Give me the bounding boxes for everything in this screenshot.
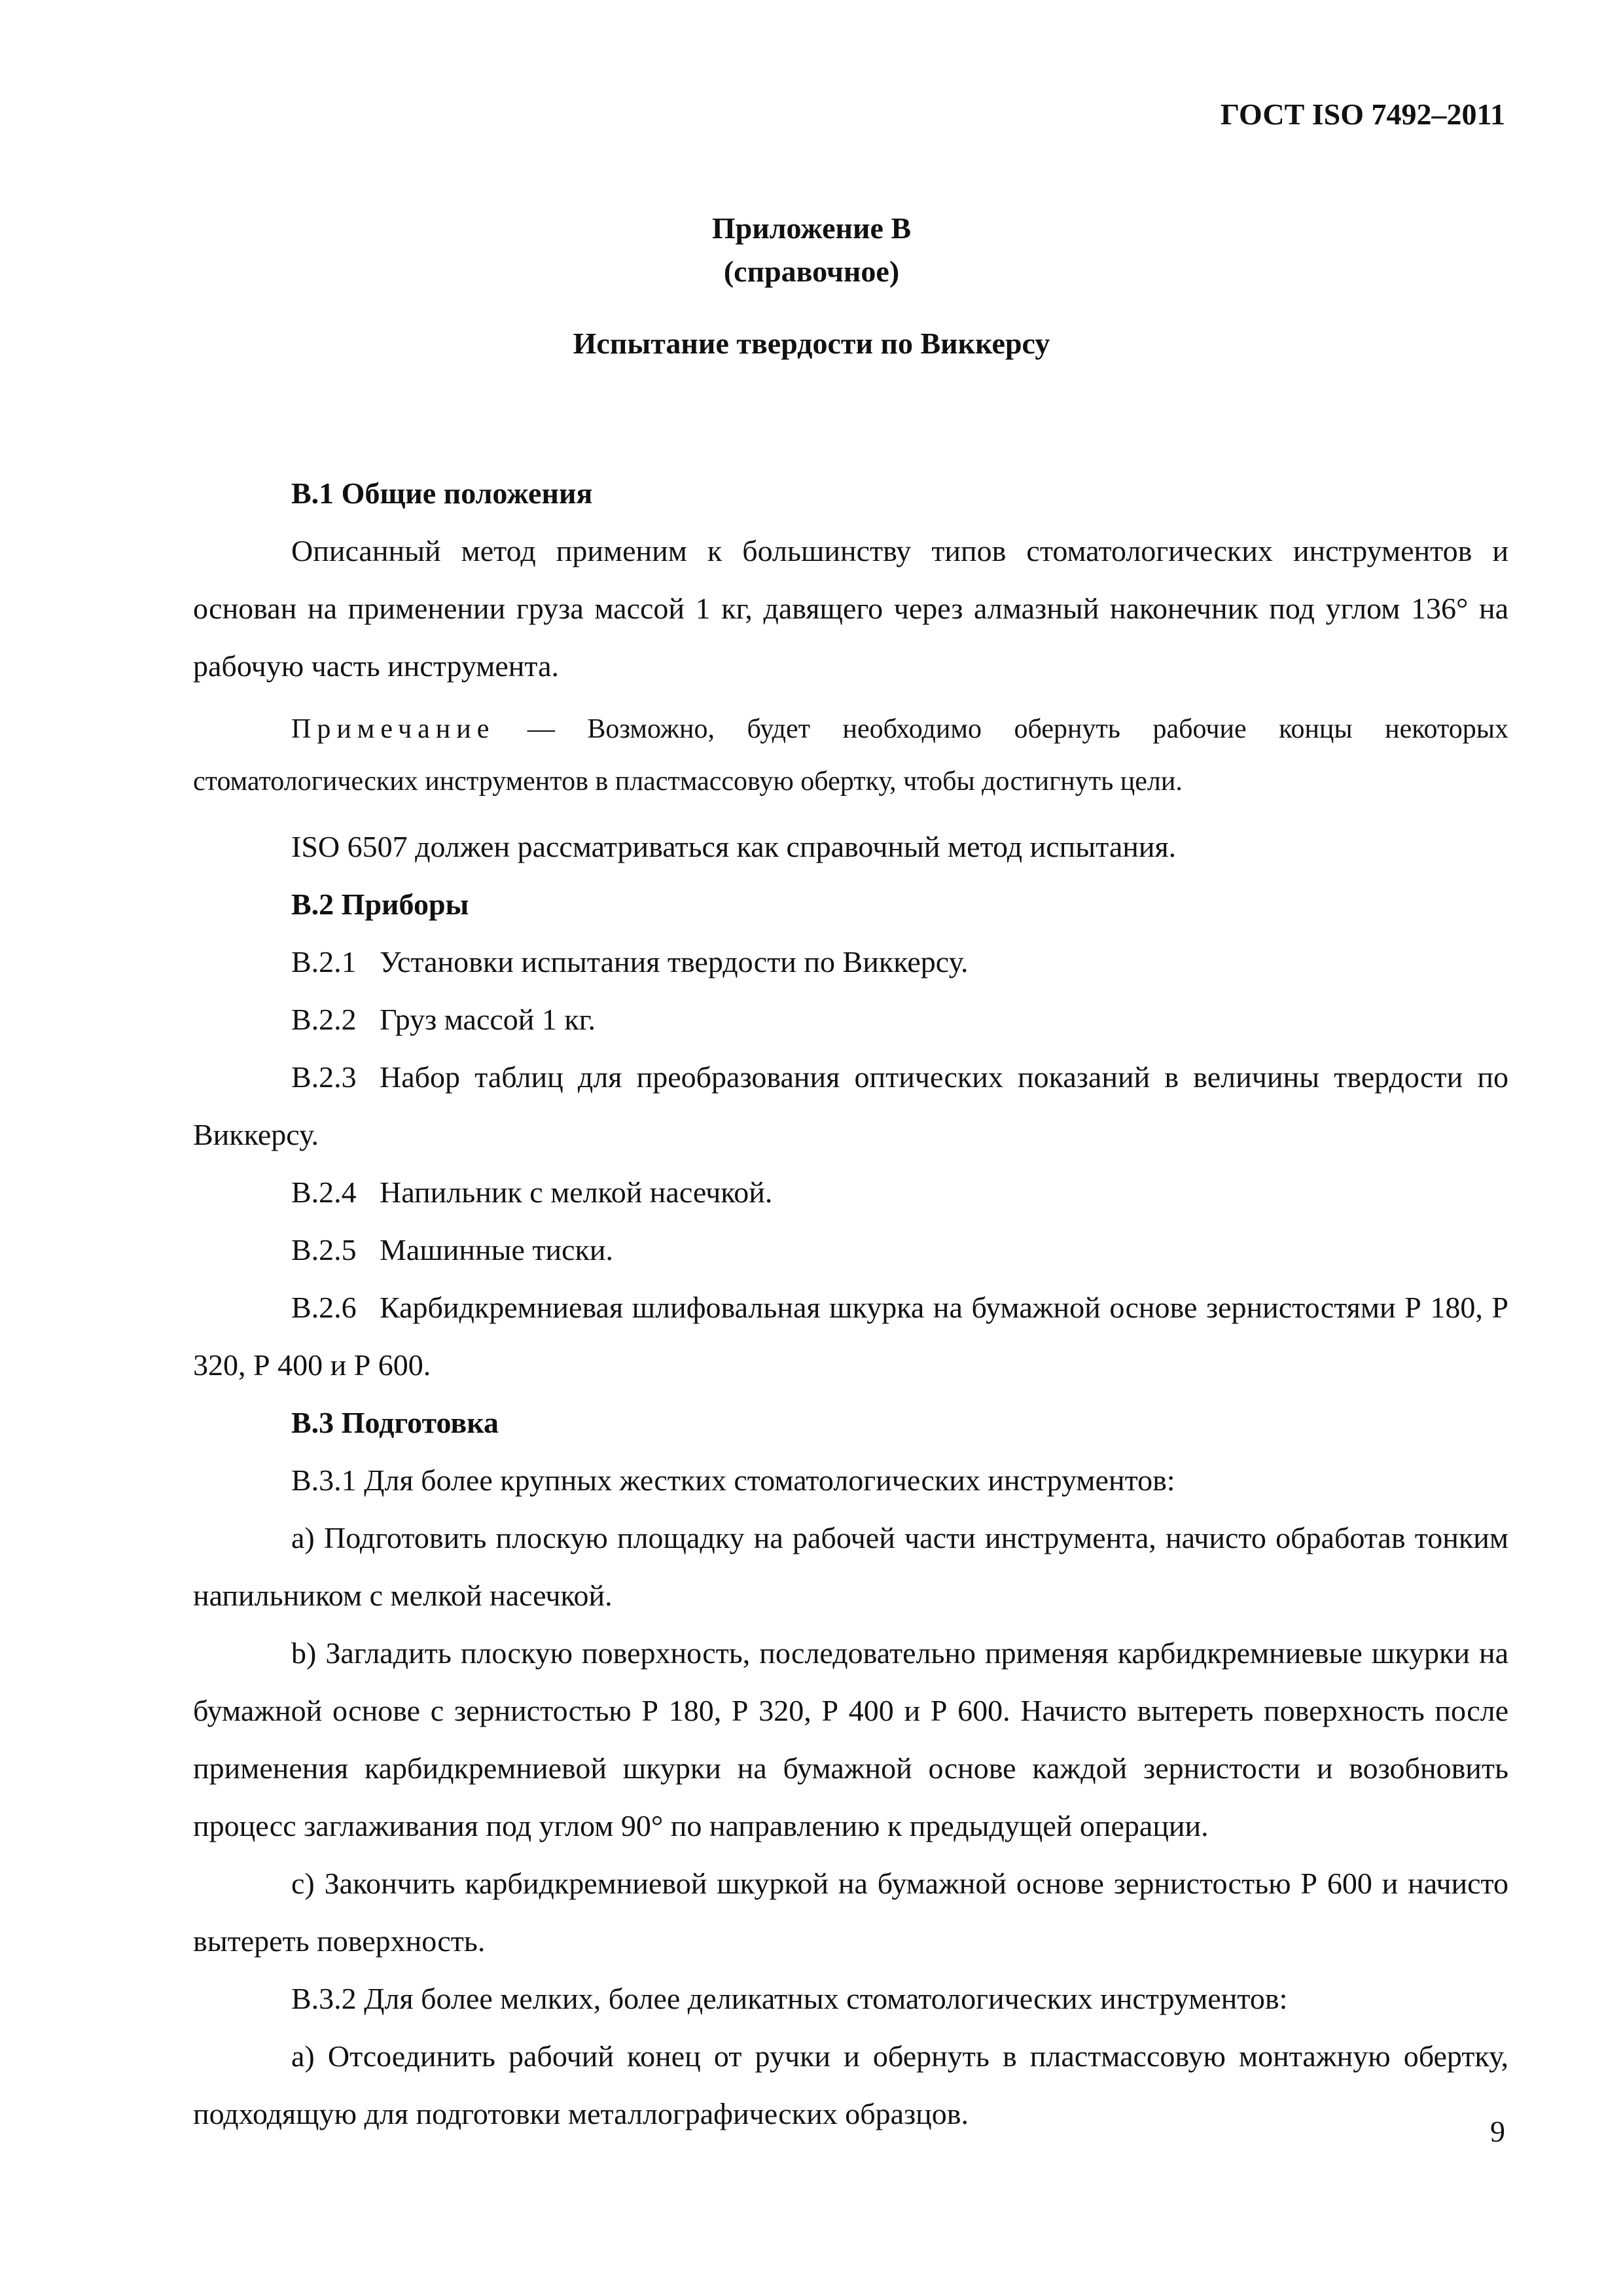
item-text: Установки испытания твердости по Виккерсу. [380,945,969,978]
list-item [193,1221,1508,1279]
list-item [193,933,1508,991]
note-label: Примечание [291,714,495,744]
list-item [193,1049,1508,1164]
appendix-subject: Испытание твердости по Виккерсу [573,327,1050,360]
paragraph-b32-a: а) Отсоединить рабочий конец от ручки и обернуть в пластмассовую монтажную обертку, подходящую для подготовки металлографических образцов. [193,2039,1508,2130]
section-heading-b2: В.2 Приборы [291,888,469,921]
paragraph-b31-b: b) Загладить плоскую поверхность, последовательно применяя карбидкремниевые шкурки на бумажной основе с зернистостью Р 180, Р 320, Р 400 и Р 600. Начисто вытереть поверхность после применения карбидкремниевой шкурки на бумажной основе каждой зернистости и возобновить процесс заглаживания под углом 90° по направлению к предыдущей операции. [193,1636,1508,1842]
paragraph-b31-a: а) Подготовить плоскую площадку на рабочей части инструмента, начисто обработав тонким напильником с мелкой насечкой. [193,1521,1508,1612]
item-number: В.2.4 [291,1175,357,1209]
item-text: Напильник с мелкой насечкой. [380,1175,773,1209]
standard-code: ГОСТ ISO 7492–2011 [1220,98,1505,131]
item-text: Набор таблиц для преобразования оптических показаний в величины твердости по Виккерсу. [193,1060,1508,1151]
item-text: Машинные тиски. [380,1233,614,1266]
paragraph-b31: В.3.1 Для более крупных жестких стоматологических инструментов: [291,1463,1175,1497]
list-item [193,1279,1508,1394]
list-item [193,1164,1508,1221]
paragraph-b32: В.3.2 Для более мелких, более деликатных стоматологических инструментов: [291,1982,1288,2015]
paragraph-b31-c: c) Закончить карбидкремниевой шкуркой на бумажной основе зернистостью Р 600 и начисто вытереть поверхность. [193,1867,1508,1958]
section-heading-b1: В.1 Общие положения [291,476,593,510]
item-number: В.2.2 [291,1003,357,1036]
paragraph-b1: Описанный метод применим к большинству типов стоматологических инструментов и основан на применении груза массой 1 кг, давящего через алмазный наконечник под углом 136° на рабочую часть инструмента. [193,534,1508,683]
item-text: Карбидкремниевая шлифовальная шкурка на бумажной основе зернистостями Р 180, Р 320, Р 400 и Р 600. [193,1291,1508,1382]
note [193,703,1508,808]
appendix-status: (справочное) [723,255,900,288]
item-text: Груз массой 1 кг. [380,1003,596,1036]
document-body [193,465,1508,2143]
paragraph-reference: ISO 6507 должен рассматриваться как справочный метод испытания. [291,830,1177,863]
item-number: В.2.3 [291,1060,357,1094]
item-number: В.2.1 [291,945,357,978]
item-number: В.2.6 [291,1291,357,1324]
item-number: В.2.5 [291,1233,357,1266]
page-number: 9 [1490,2115,1505,2148]
section-heading-b3: В.3 Подготовка [291,1406,499,1439]
list-item [193,991,1508,1049]
note-text: — Возможно, будет необходимо обернуть рабочие концы некоторых стоматологических инструментов в пластмассовую обертку, чтобы достигнуть цели. [193,714,1509,797]
appendix-title: Приложение В [711,211,912,245]
